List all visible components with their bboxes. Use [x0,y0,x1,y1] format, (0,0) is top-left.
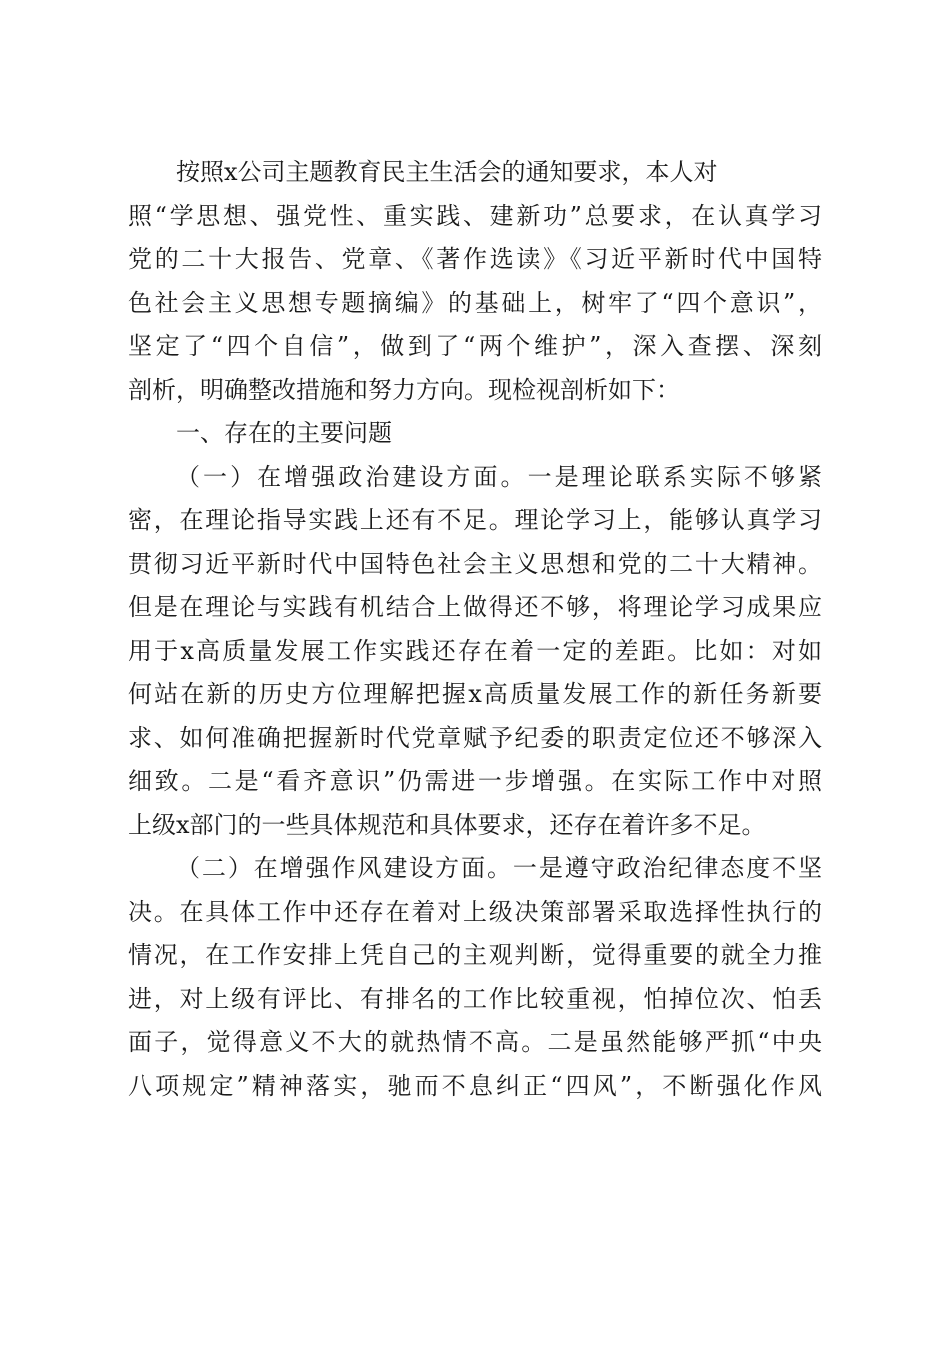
text-line: 面子，觉得意义不大的就热情不高。二是虽然能够严抓“中央 [128,1028,822,1056]
problem-paragraph-style [128,847,822,1108]
text-line: 用于x高质量发展工作实践还存在着一定的差距。比如：对如 [128,636,822,665]
text-line: 坚定了“四个自信”，做到了“两个维护”，深入查摆、深刻 [128,332,822,360]
text-line: 八项规定”精神落实，驰而不息纠正“四风”，不断强化作风 [128,1071,822,1100]
text-line: 情况，在工作安排上凭自己的主观判断，觉得重要的就全力推 [128,941,822,969]
text-line: 上级x部门的一些具体规范和具体要求，还存在着许多不足。 [128,810,766,839]
text-line: 决。在具体工作中还存在着对上级决策部署采取选择性执行的 [128,897,822,926]
document-body [128,151,822,1108]
text-line: 贯彻习近平新时代中国特色社会主义思想和党的二十大精神。 [128,549,822,578]
text-line: 剖析，明确整改措施和努力方向。现检视剖析如下： [128,375,680,404]
text-line: 进，对上级有评比、有排名的工作比较重视，怕掉位次、怕丢 [128,984,822,1013]
intro-paragraph [128,151,822,412]
section-heading: 一、存在的主要问题 [176,419,392,447]
problem-paragraph-political [128,456,822,848]
text-line: 求、如何准确把握新时代党章赋予纪委的职责定位还不够深入 [128,723,822,752]
text-line: （二）在增强作风建设方面。一是遵守政治纪律态度不坚 [176,854,822,882]
text-line: 但是在理论与实践有机结合上做得还不够，将理论学习成果应 [128,593,822,621]
text-line: 色社会主义思想专题摘编》的基础上，树牢了“四个意识”， [128,288,822,317]
text-line: 何站在新的历史方位理解把握x高质量发展工作的新任务新要 [128,680,822,708]
text-line: （一）在增强政治建设方面。一是理论联系实际不够紧 [176,462,822,491]
text-line: 党的二十大报告、党章、《著作选读》《习近平新时代中国特 [128,245,822,273]
text-line: 细致。二是“看齐意识”仍需进一步增强。在实际工作中对照 [128,767,822,795]
text-line: 照“学思想、强党性、重实践、建新功”总要求，在认真学习 [128,201,822,230]
text-line: 按照x公司主题教育民主生活会的通知要求，本人对 [176,158,718,186]
text-line: 密，在理论指导实践上还有不足。理论学习上，能够认真学习 [128,506,822,534]
